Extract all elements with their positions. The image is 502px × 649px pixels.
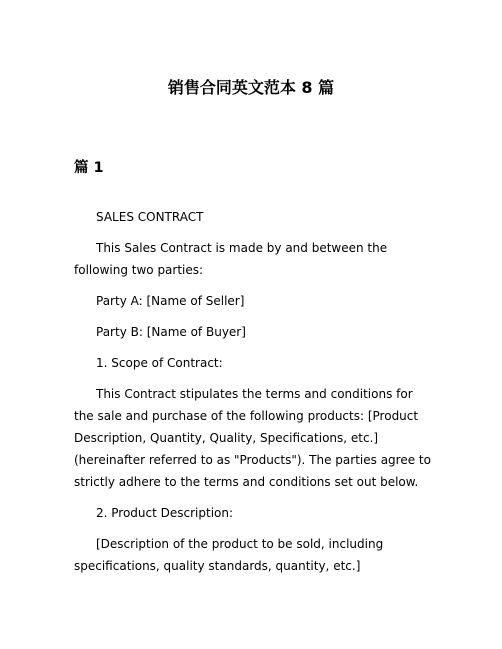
contract-body	[74, 206, 434, 586]
paragraph-party-a: Party A: [Name of Seller]	[96, 294, 245, 308]
clause-heading-product: 2. Product Description:	[96, 506, 234, 520]
paragraph-intro: This Sales Contract is made by and between the following two parties:	[74, 241, 388, 277]
document-title: 销售合同英文范本 8 篇	[167, 78, 335, 97]
contract-heading: SALES CONTRACT	[96, 210, 204, 224]
section-heading: 篇 1	[74, 160, 104, 176]
paragraph-party-b: Party B: [Name of Buyer]	[96, 325, 246, 339]
clause-heading-scope: 1. Scope of Contract:	[96, 356, 223, 370]
paragraph-scope: This Contract stipulates the terms and conditions for the sale and purchase of the following products: [Product Description, Quantity, Quality, Specifications, etc.] (hereinafter referred to as "Products"). The parties agree to strictly adhere to the terms and conditions set out below.	[74, 387, 431, 489]
paragraph-product: [Description of the product to be sold, including specifications, quality standards, quantity, etc.]	[74, 537, 384, 573]
